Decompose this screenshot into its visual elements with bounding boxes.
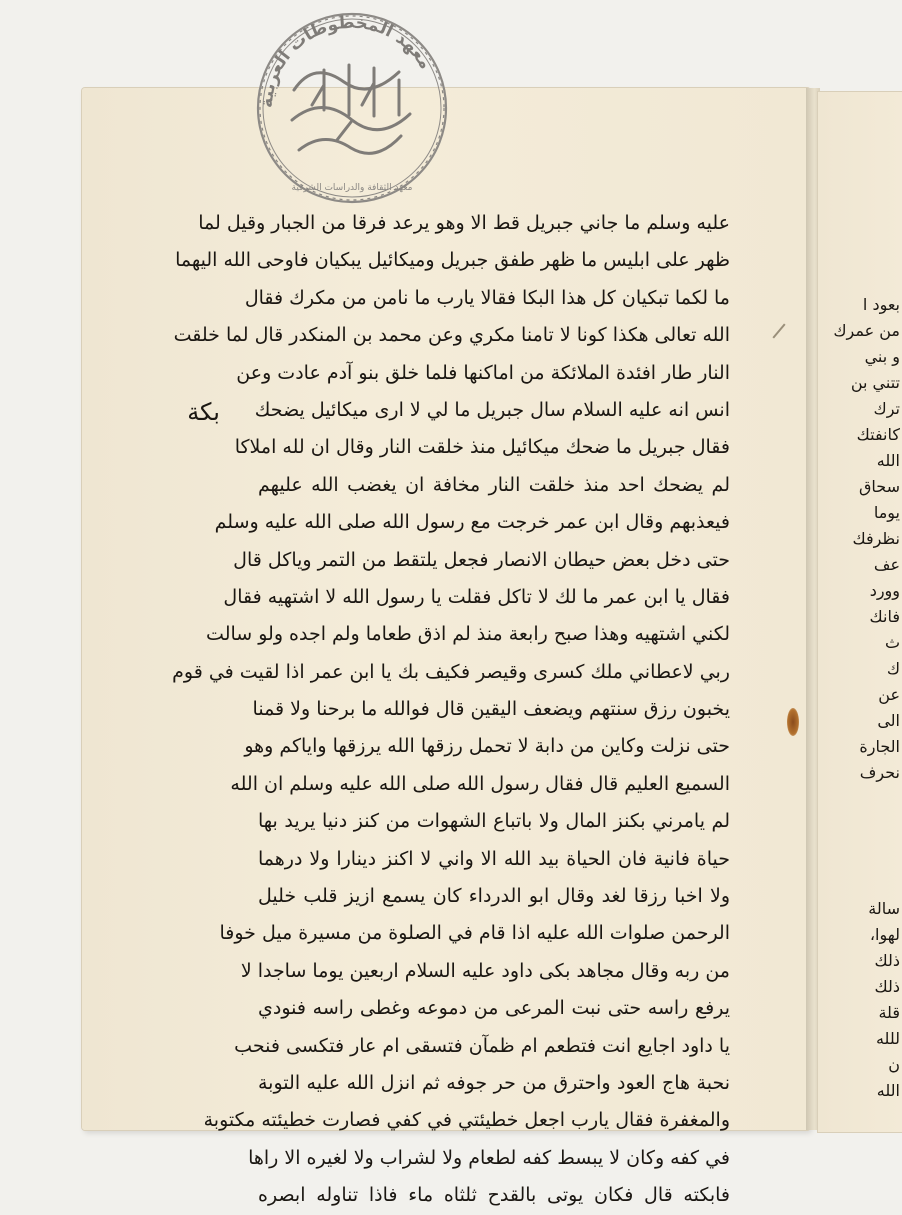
text-line: حياة فانية فان الحياة بيد الله الا واني لا اكنز دينارا ولا درهما [258, 847, 730, 870]
right-page-line: تتني بن [850, 373, 900, 392]
text-line: لم يامرني بكنز المال ولا باتباع الشهوات من كنز دنيا يريد بها [258, 810, 730, 833]
right-page-line: ترك [873, 399, 900, 418]
text-line: لم يضحك احد منذ خلقت النار مخافة ان يغضب الله عليهم [258, 473, 730, 496]
right-page-line: للله [875, 1029, 900, 1048]
right-page-line: بعود ا [862, 295, 900, 314]
svg-text:معهد المخطوطات العربية [257, 13, 436, 109]
text-line: فقال جبريل ما ضحك ميكائيل منذ خلقت النار وقال ان لله املاكا [234, 436, 730, 459]
right-page-line: يوما [873, 503, 900, 522]
text-line: حتى نزلت وكاين من دابة لا تحمل رزقها الله يرزقها واياكم وهو [244, 735, 730, 758]
text-line: ولا اخبا رزقا لغد وقال ابو الدرداء كان يسمع ازيز قلب خليل [258, 885, 730, 908]
right-page-line: كانفتك [856, 425, 900, 444]
text-line: فيعذبهم وقال ابن عمر خرجت مع رسول الله صلى الله عليه وسلم [214, 511, 730, 534]
text-line: ما لكما تبكيان كل هذا البكا فقالا يارب ما نامن من مكرك فقال [244, 286, 730, 309]
text-line: حتى دخل بعض حيطان الانصار فجعل يلتقط من التمر وياكل قال [233, 548, 730, 571]
right-page-text [820, 292, 900, 1104]
text-line: نحبة هاج العود واحترق من حر جوفه ثم انزل الله عليه التوبة [258, 1071, 730, 1094]
right-page-line: نحرف [859, 763, 900, 782]
text-line: لكني اشتهيه وهذا صبح رابعة منذ لم اذق طعاما ولم اجده ولو سالت [206, 623, 730, 646]
text-line: فقال يا ابن عمر ما لك لا تاكل فقلت يا رسول الله لا اشتهيه فقال [223, 585, 730, 608]
text-line: يرفع راسه حتى نبت المرعى من دموعه وغطى راسه فنودي [258, 997, 730, 1020]
text-line: السميع العليم قال فقال رسول الله صلى الله عليه وسلم ان الله [230, 772, 730, 795]
text-line: في كفه وكان لا يبسط كفه لطعام ولا لشراب ولا لغيره الا راها [248, 1146, 730, 1169]
text-line: النار طار افئدة الملائكة من اماكنها فلما خلق بنو آدم عادت وعن [236, 361, 730, 384]
text-line: فابكته قال فكان يوتى بالقدح ثلثاه ماء فاذا تناوله ابصره [258, 1184, 730, 1207]
right-page-line: الله [876, 1081, 900, 1100]
right-page-line: و بني [864, 347, 900, 366]
library-seal-stamp [254, 10, 450, 206]
right-page-line: عف [873, 555, 900, 574]
right-page-line: قلة [878, 1003, 900, 1022]
right-page-line: ث [884, 633, 900, 652]
right-page-line: ذلك [874, 951, 900, 970]
seal-center-text: معهد الثقافة والدراسات الشرقية [291, 183, 413, 193]
right-page-line: وورد [869, 581, 900, 600]
text-line: الله تعالى هكذا كونا لا تامنا مكري وعن محمد بن المنكدر قال لما خلقت [173, 324, 730, 347]
text-line: يخبون رزق سنتهم ويضعف اليقين قال فوالله ما برحنا ولا قمنا [252, 698, 730, 721]
right-page-line: الجارة [859, 737, 900, 756]
right-page-line: فانك [869, 607, 900, 626]
text-line: الرحمن صلوات الله عليه اذا قام في الصلوة من مسيرة ميل خوفا [219, 922, 730, 945]
text-line: ظهر على ابليس ما ظهر طفق جبريل وميكائيل يبكيان فاوحى الله اليهما [175, 249, 730, 272]
right-page-line: نظرفك [852, 529, 900, 548]
right-page-line: الى [877, 711, 900, 730]
text-line: انس انه عليه السلام سال جبريل ما لي لا ارى ميكائيل يضحك [254, 398, 730, 421]
right-page-line: ذلك [874, 977, 900, 996]
right-page-gap [820, 786, 900, 896]
seal-ring-text: معهد المخطوطات العربية [256, 12, 436, 109]
text-line: يا داود اجايع انت فتطعم ام ظمآن فتسقى ام عار فتكسى فنحب [234, 1034, 730, 1057]
right-page-line: ك [886, 659, 900, 678]
text-line: والمغفرة فقال يارب اجعل خطيئتي في كفي فصارت خطيئته مكتوبة [203, 1109, 730, 1132]
text-line: عليه وسلم ما جاني جبريل قط الا وهو يرعد فرقا من الجبار وقيل لما [198, 212, 730, 234]
text-line: من ربه وقال مجاهد بكى داود عليه السلام اربعين يوما ساجدا لا [240, 959, 730, 982]
marginal-note: بكة [187, 398, 220, 426]
text-line: ربي لاعطاني ملك كسرى وقيصر فكيف بك يا ابن عمر اذا لقيت في قوم [172, 660, 730, 683]
right-page-line: عن [878, 685, 900, 704]
right-page-line: ن [888, 1055, 900, 1074]
right-page-line: الله [876, 451, 900, 470]
ink-stain [787, 708, 799, 736]
right-page-line: سالة [868, 899, 900, 918]
manuscript-page-right [818, 92, 902, 1132]
right-page-line: لهوا، [869, 925, 900, 944]
right-page-line: من عمرك [833, 321, 900, 340]
right-page-line: سحاق [858, 477, 900, 496]
